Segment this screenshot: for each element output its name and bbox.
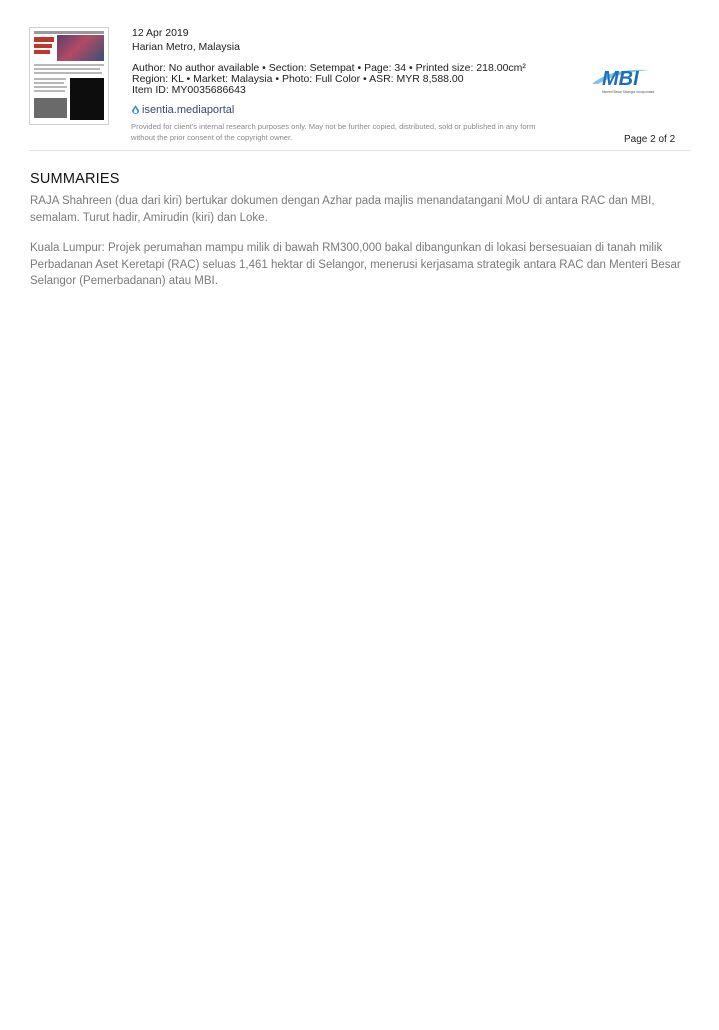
thumb-photo (57, 35, 104, 61)
item-id: Item ID: MY0035686643 (132, 84, 246, 96)
summaries-heading: SUMMARIES (30, 171, 120, 187)
header-divider (29, 150, 690, 151)
thumb-text-line (34, 68, 100, 70)
thumb-grey-photo (34, 98, 67, 118)
logo-wordmark: MBI (602, 68, 639, 90)
thumb-text-line (34, 78, 66, 80)
logo-subtext: Menteri Besar Selangor Incorporated (602, 90, 655, 94)
isentia-drop-icon (131, 105, 140, 116)
thumb-text-line (34, 90, 65, 92)
summary-paragraph: Kuala Lumpur: Projek perumahan mampu milik di bawah RM300,000 bakal dibangunkan di lokasi bersesuaian di tanah milik Perbadanan Aset Keretapi (RAC) seluas 1,461 hektar di Selangor, menerusi kerjasama strategik antara RAC dan Menteri Besar Selangor (Pemerbadanan) atau MBI. (30, 242, 681, 287)
mbi-logo (590, 64, 670, 96)
thumb-text-line (34, 82, 64, 84)
copyright-disclaimer: Provided for client's internal research purposes only. May not be further copied, distributed, sold or published in any form without the prior consent of the copyright owner. (131, 122, 536, 142)
thumb-text-line (34, 72, 102, 74)
region-line: Region: KL • Market: Malaysia • Photo: Full Color • ASR: MYR 8,588.00 (132, 73, 464, 85)
thumb-masthead (34, 31, 104, 34)
thumb-dark-photo (70, 78, 104, 120)
thumb-text-line (34, 86, 67, 88)
author-line: Author: No author available • Section: Setempat • Page: 34 • Printed size: 218.00cm² (132, 62, 526, 74)
isentia-brand (131, 104, 234, 116)
thumb-text-line (34, 64, 104, 66)
thumb-headline (34, 44, 52, 48)
article-thumbnail[interactable] (29, 27, 109, 125)
thumb-headline (34, 50, 50, 54)
brand-name: isentia.mediaportal (142, 104, 235, 116)
thumb-headline (34, 37, 54, 42)
publication-name: Harian Metro, Malaysia (132, 41, 240, 53)
page-number: Page 2 of 2 (624, 134, 676, 145)
summary-paragraph: RAJA Shahreen (dua dari kiri) bertukar dokumen dengan Azhar pada majlis menandatangani MoU di antara RAC dan MBI, semalam. Turut hadir, Amirudin (kiri) dan Loke. (30, 195, 655, 224)
article-date: 12 Apr 2019 (132, 27, 189, 39)
